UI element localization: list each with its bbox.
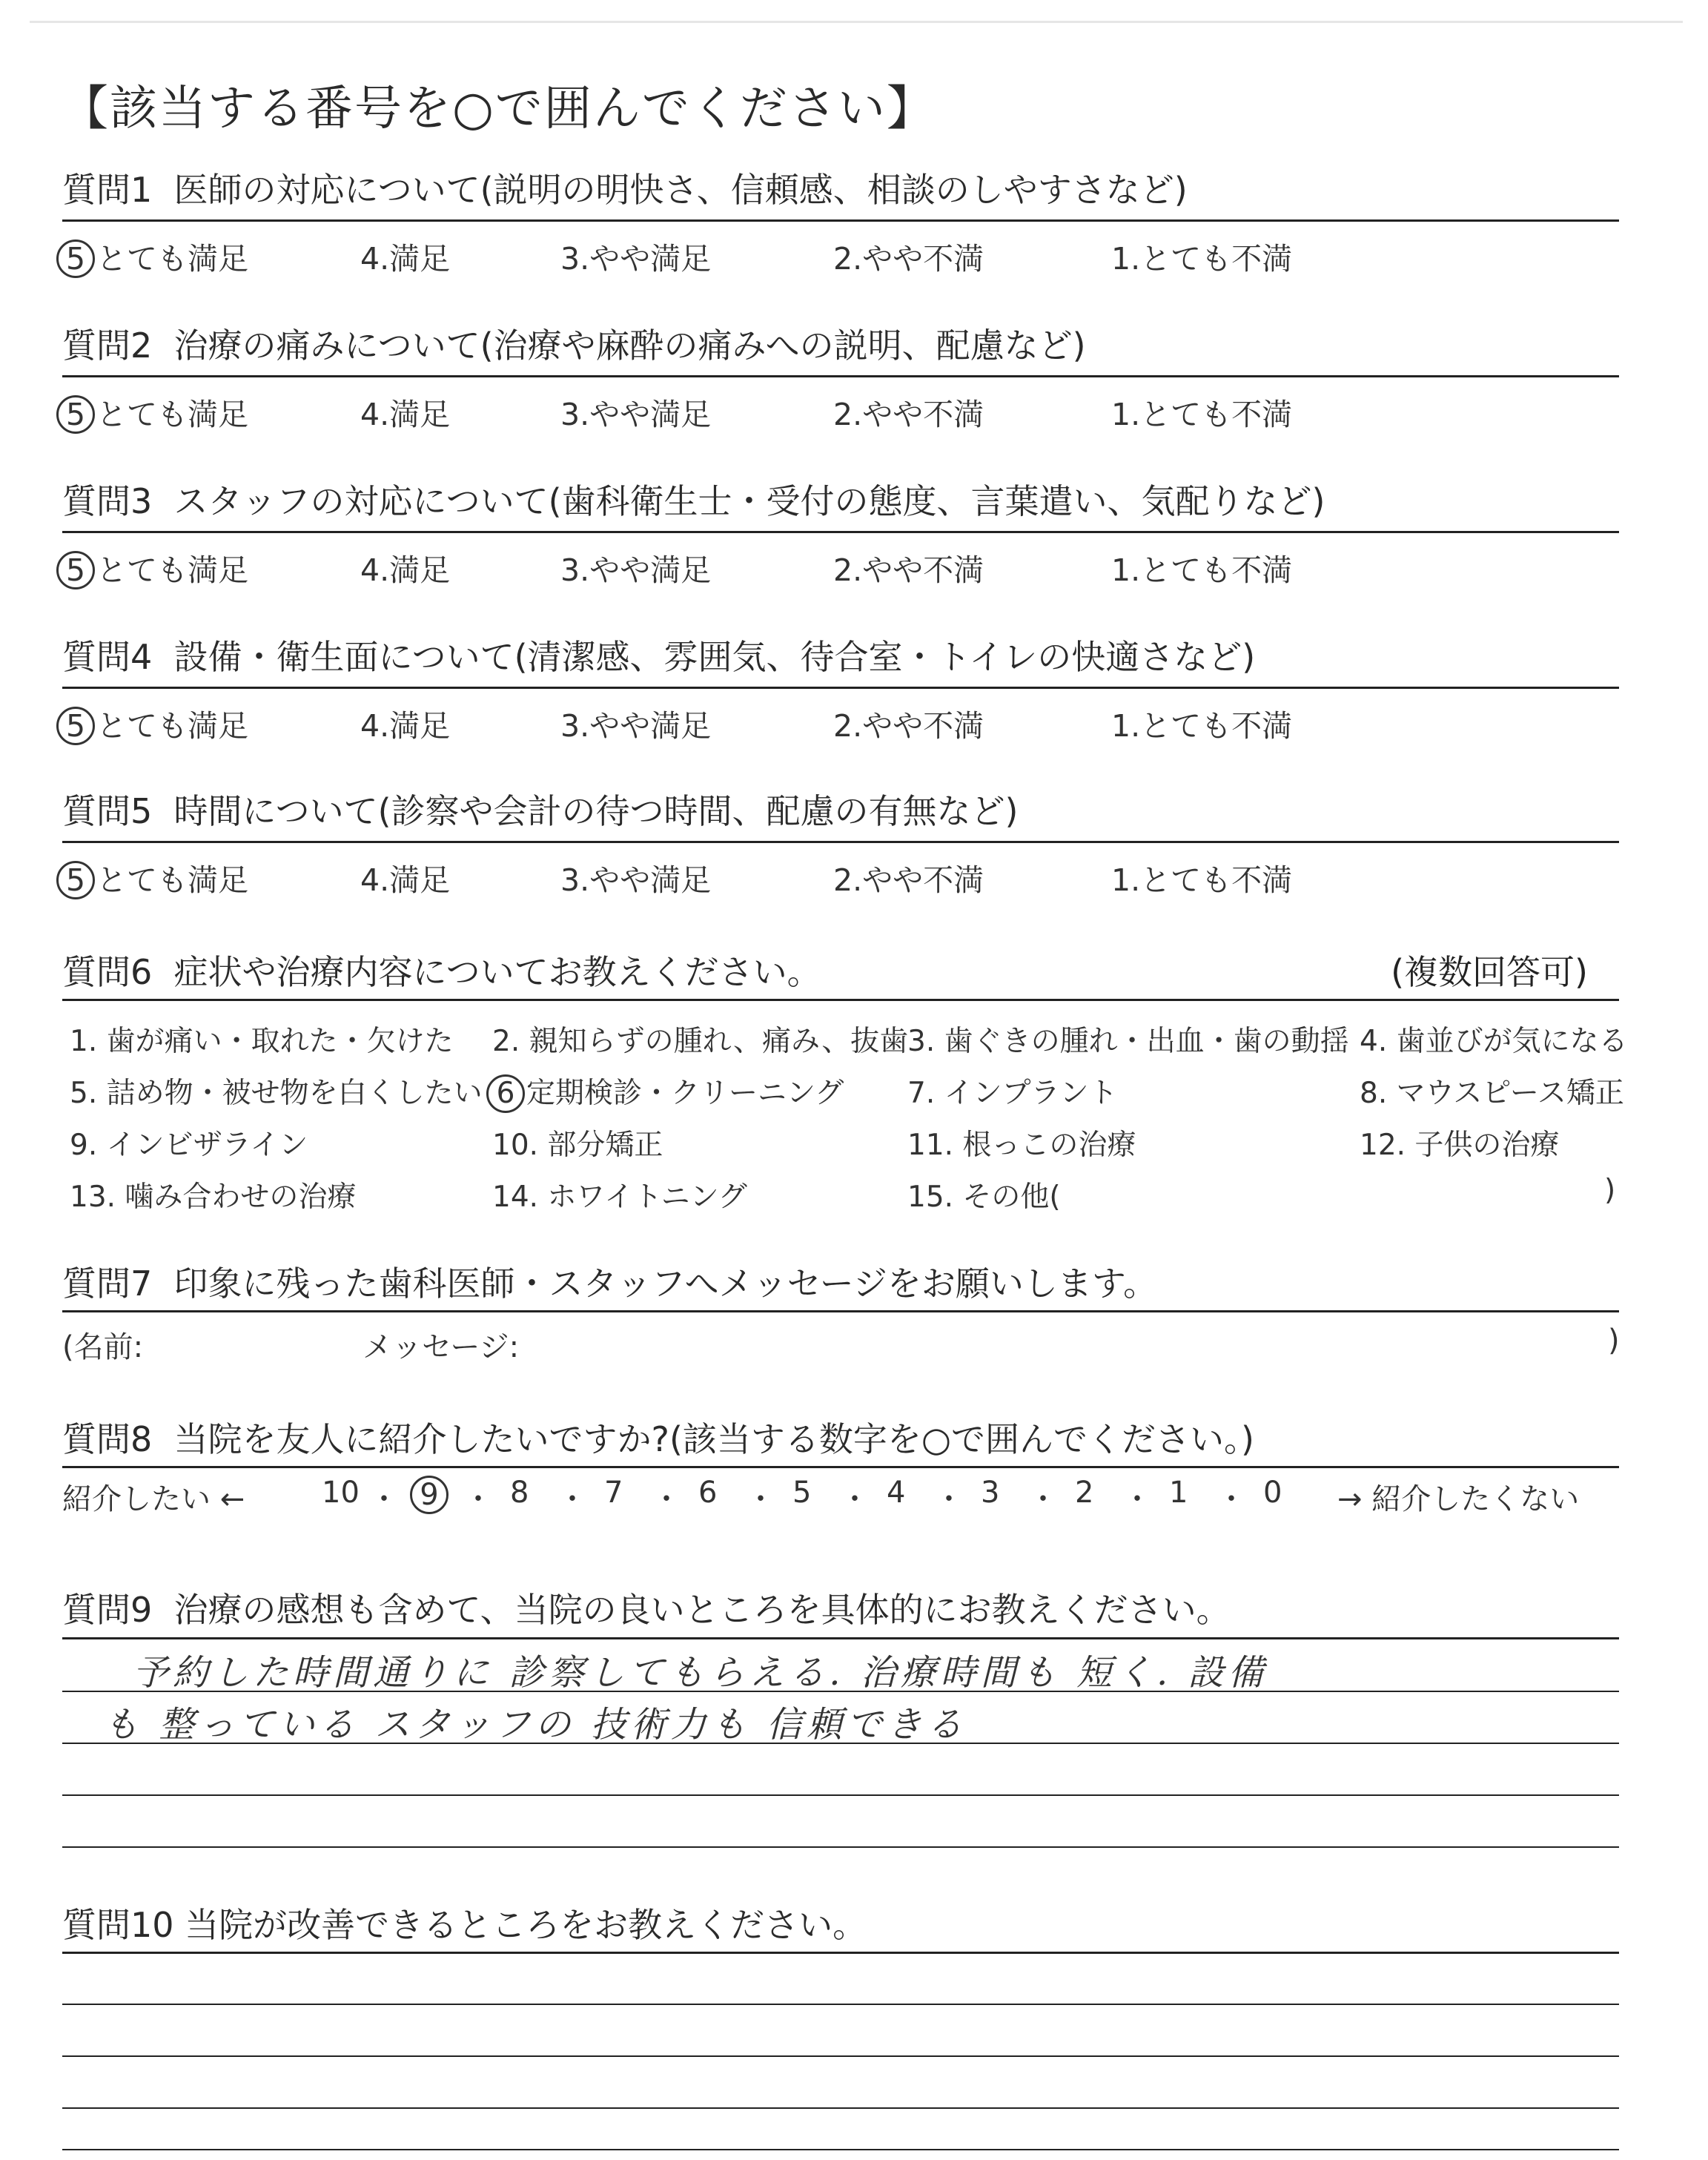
rating-option-5[interactable]: [62, 390, 248, 434]
answer-line: [62, 1846, 1619, 1848]
recommend-score-2[interactable]: 2: [1075, 1476, 1094, 1510]
question-6: [62, 945, 1628, 1214]
recommend-score-3[interactable]: 3: [981, 1476, 1000, 1510]
selected-circle-mark: 5: [56, 707, 95, 745]
handwritten-answer-line-2[interactable]: も 整っている スタッフの 技術力も 信頼できる: [103, 1704, 967, 1745]
rating-option-1[interactable]: 1.とても不満: [1111, 241, 1293, 277]
q6-option-8[interactable]: 8. マウスピース矯正: [1360, 1077, 1624, 1110]
q6-option-6-label: 定期検診・クリーニング: [526, 1077, 844, 1110]
question-5: [62, 785, 1619, 898]
question-9: [62, 1583, 1619, 1745]
recommend-score-6[interactable]: 6: [698, 1476, 718, 1510]
answer-line: [62, 2149, 1619, 2150]
recommend-score-7[interactable]: 7: [604, 1476, 623, 1510]
selected-circle-mark: 5: [56, 395, 95, 434]
q6-option-2[interactable]: 2. 親知らずの腫れ、痛み、抜歯: [492, 1025, 909, 1058]
rating-option-3[interactable]: 3.やや満足: [560, 397, 712, 432]
question-rule: [62, 1952, 1619, 1954]
question-1: [62, 163, 1619, 277]
rating-option-5[interactable]: [62, 546, 248, 589]
question-rule: [62, 999, 1619, 1001]
form-title: 【該当する番号を○で囲んでください】: [61, 82, 936, 136]
rating-option-1[interactable]: 1.とても不満: [1111, 708, 1293, 744]
rating-option-2[interactable]: 2.やや不満: [833, 552, 984, 588]
answer-line: [62, 1794, 1619, 1796]
selected-circle-mark: 5: [56, 861, 95, 899]
question-title: 質問3 スタッフの対応について(歯科衛生士・受付の態度、言葉遣い、気配りなど): [62, 481, 1325, 521]
q6-option-9[interactable]: 9. インビザライン: [70, 1129, 308, 1162]
rating-option-4[interactable]: 4.満足: [360, 552, 451, 588]
question-3: [62, 475, 1619, 588]
q6-option-15[interactable]: 15. その他(: [907, 1180, 1061, 1214]
selected-circle-mark: 9: [410, 1476, 448, 1514]
question-8: [62, 1413, 1619, 1516]
recommend-score-10[interactable]: 10: [322, 1476, 360, 1510]
recommend-score-1[interactable]: 1: [1169, 1476, 1188, 1510]
rating-option-label: とても満足: [96, 397, 248, 432]
rating-option-2[interactable]: 2.やや不満: [833, 241, 984, 277]
question-rule: [62, 1466, 1619, 1468]
rating-option-3[interactable]: 3.やや満足: [560, 708, 712, 744]
scale-separator-dot: ・: [557, 1482, 587, 1516]
rating-option-5[interactable]: [62, 234, 248, 278]
question-4: [62, 630, 1619, 744]
question-title: 質問7 印象に残った歯科医師・スタッフへメッセージをお願いします。: [62, 1264, 1158, 1304]
question-title: 質問4 設備・衛生面について(清潔感、雰囲気、待合室・トイレの快適さなど): [62, 637, 1256, 677]
rating-option-1[interactable]: 1.とても不満: [1111, 552, 1293, 588]
question-title: 質問1 医師の対応について(説明の明快さ、信頼感、相談のしやすさなど): [62, 170, 1188, 210]
rating-option-5[interactable]: [62, 856, 248, 899]
question-rule: [62, 375, 1619, 377]
question-title: 質問5 時間について(診察や会計の待つ時間、配慮の有無など): [62, 791, 1019, 831]
scale-separator-dot: ・: [746, 1482, 775, 1516]
q6-option-7[interactable]: 7. インプラント: [907, 1077, 1118, 1110]
scale-separator-dot: ・: [1122, 1482, 1152, 1516]
question-7: [62, 1257, 1620, 1364]
rating-option-4[interactable]: 4.満足: [360, 241, 451, 277]
selected-circle-mark: 5: [56, 551, 95, 589]
rating-option-4[interactable]: 4.満足: [360, 862, 451, 898]
rating-option-label: とても満足: [96, 708, 248, 744]
multiple-answer-note: (複数回答可): [1391, 952, 1588, 992]
q6-option-14[interactable]: 14. ホワイトニング: [492, 1180, 747, 1214]
rating-option-3[interactable]: 3.やや満足: [560, 241, 712, 277]
scale-separator-dot: ・: [1028, 1482, 1058, 1516]
recommend-score-4[interactable]: 4: [887, 1476, 906, 1510]
question-title: 質問8 当院を友人に紹介したいですか?(該当する数字を○で囲んでください。): [62, 1419, 1254, 1459]
q6-option-11[interactable]: 11. 根っこの治療: [907, 1129, 1136, 1162]
message-close-paren: ): [1608, 1324, 1620, 1358]
question-rule: [62, 1310, 1619, 1312]
scale-separator-dot: ・: [934, 1482, 964, 1516]
q6-option-15-close: ): [1604, 1174, 1616, 1207]
answer-line: [62, 2107, 1619, 2109]
selected-circle-mark: 6: [486, 1074, 525, 1113]
name-field-label: (名前:: [62, 1330, 144, 1364]
question-10: [62, 1898, 1619, 1958]
rating-option-4[interactable]: 4.満足: [360, 397, 451, 432]
rating-option-3[interactable]: 3.やや満足: [560, 552, 712, 588]
q6-option-3[interactable]: 3. 歯ぐきの腫れ・出血・歯の動揺: [907, 1025, 1349, 1058]
rating-option-label: とても満足: [96, 862, 248, 898]
question-title: 質問10 当院が改善できるところをお教えください。: [62, 1905, 867, 1945]
recommend-score-8[interactable]: 8: [510, 1476, 529, 1510]
q6-option-10[interactable]: 10. 部分矯正: [492, 1129, 663, 1162]
question-title: 質問9 治療の感想も含めて、当院の良いところを具体的にお教えください。: [62, 1590, 1231, 1630]
scan-edge-line: [30, 21, 1683, 23]
scale-separator-dot: ・: [1217, 1482, 1246, 1516]
question-rule: [62, 1637, 1619, 1639]
recommend-score-5[interactable]: 5: [792, 1476, 812, 1510]
q6-option-5[interactable]: 5. 詰め物・被せ物を白くしたい: [70, 1077, 483, 1110]
rating-option-5[interactable]: [62, 701, 248, 745]
recommend-left-label: 紹介したい ←: [62, 1482, 245, 1516]
rating-option-3[interactable]: 3.やや満足: [560, 862, 712, 898]
question-rule: [62, 841, 1619, 843]
rating-option-label: とても満足: [96, 241, 248, 277]
rating-option-1[interactable]: 1.とても不満: [1111, 862, 1293, 898]
scale-separator-dot: ・: [369, 1482, 399, 1516]
scale-separator-dot: ・: [652, 1482, 681, 1516]
q6-option-4[interactable]: 4. 歯並びが気になる: [1360, 1025, 1628, 1058]
q6-option-12[interactable]: 12. 子供の治療: [1360, 1129, 1560, 1162]
rating-option-2[interactable]: 2.やや不満: [833, 708, 984, 744]
recommend-right-label: → 紹介したくない: [1337, 1482, 1580, 1516]
selected-circle-mark: 5: [56, 240, 95, 278]
recommend-score-0[interactable]: 0: [1263, 1476, 1282, 1510]
question-title: 質問2 治療の痛みについて(治療や麻酔の痛みへの説明、配慮など): [62, 326, 1086, 366]
rating-option-4[interactable]: 4.満足: [360, 708, 451, 744]
rating-option-2[interactable]: 2.やや不満: [833, 397, 984, 432]
scale-separator-dot: ・: [463, 1482, 493, 1516]
rating-option-2[interactable]: 2.やや不満: [833, 862, 984, 898]
scale-separator-dot: ・: [840, 1482, 870, 1516]
q6-option-6[interactable]: [492, 1070, 844, 1113]
answer-line: [62, 2004, 1619, 2005]
rating-option-label: とても満足: [96, 552, 248, 588]
rating-option-1[interactable]: 1.とても不満: [1111, 397, 1293, 432]
question-rule: [62, 219, 1619, 222]
question-rule: [62, 531, 1619, 533]
q6-option-13[interactable]: 13. 噛み合わせの治療: [70, 1180, 357, 1214]
message-field-label: メッセージ:: [363, 1330, 520, 1364]
question-2: [62, 319, 1619, 432]
handwritten-answer-line-1[interactable]: 予約した時間通りに 診察してもらえる. 治療時間も 短く. 設備: [133, 1652, 1268, 1694]
q6-option-1[interactable]: 1. 歯が痛い・取れた・欠けた: [70, 1025, 454, 1058]
answer-line: [62, 2055, 1619, 2057]
question-title: 質問6 症状や治療内容についてお教えください。: [62, 952, 821, 992]
question-rule: [62, 687, 1619, 689]
